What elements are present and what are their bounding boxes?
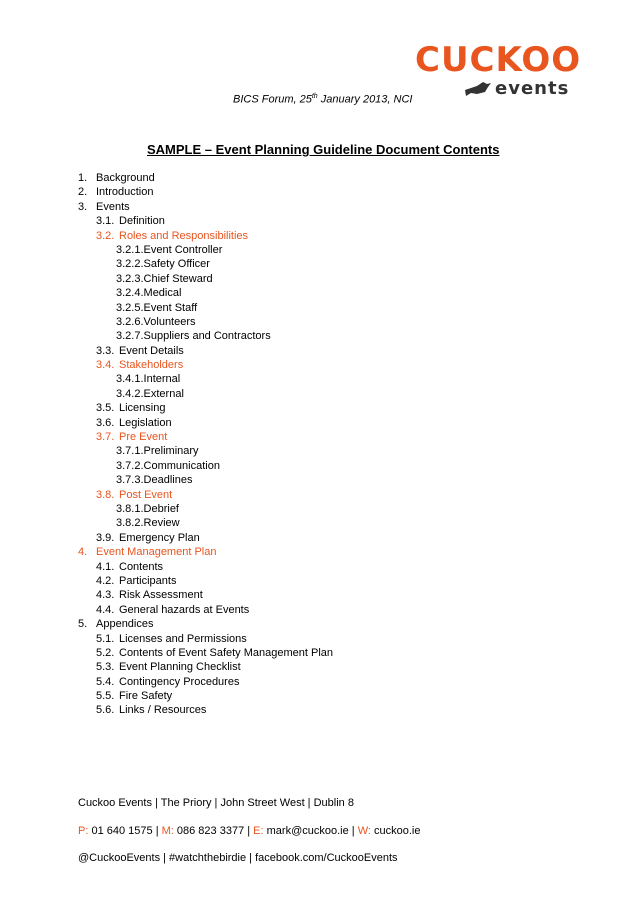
toc-item-text: Introduction (96, 186, 154, 199)
footer-contacts (78, 825, 420, 837)
toc-item-text: Chief Steward (143, 272, 213, 285)
toc-item-text: Participants (119, 574, 177, 587)
toc-item-text: Debrief (143, 502, 179, 515)
toc-item-text: Definition (119, 215, 165, 228)
toc-item (78, 387, 333, 401)
toc-item (78, 574, 333, 588)
toc-item-number: 4.2. (96, 574, 115, 587)
forum-header (233, 93, 412, 106)
toc-item (78, 430, 333, 444)
web-value: cuckoo.ie (370, 825, 421, 837)
toc-item-text: Pre Event (119, 431, 168, 444)
toc-item-number: 3.4.1. (116, 373, 144, 386)
toc-item-text: Event Staff (143, 301, 198, 314)
toc-item (78, 444, 333, 458)
toc-item-number: 3.2.7. (116, 330, 144, 343)
toc-item (78, 185, 333, 199)
phone-value: 01 640 1575 | (88, 825, 162, 837)
toc-item-text: Deadlines (143, 474, 193, 487)
toc-item (78, 646, 333, 660)
toc-item-text: Post Event (119, 488, 173, 501)
toc-item (78, 315, 333, 329)
toc-item-text: Medical (143, 287, 182, 300)
toc-item-text: Events (96, 200, 130, 213)
toc-item-text: Contents (119, 560, 164, 573)
toc-item (78, 286, 333, 300)
toc-item (78, 473, 333, 487)
toc-item (78, 329, 333, 343)
mobile-label: M: (161, 825, 174, 837)
toc-item-number: 3.6. (96, 416, 115, 429)
toc-item-number: 3.7.2. (116, 459, 144, 472)
toc-item (78, 358, 333, 372)
toc-item (78, 531, 333, 545)
toc-item (78, 516, 333, 530)
logo-subtitle: events (495, 78, 570, 99)
cuckoo-events-logo (415, 40, 582, 104)
toc-item (78, 560, 333, 574)
toc-item-text: Event Details (119, 344, 184, 357)
toc-item (78, 171, 333, 185)
forum-text-end: January 2013, NCI (317, 93, 413, 106)
toc-item-text: Contingency Procedures (119, 675, 240, 688)
toc-item (78, 617, 333, 631)
toc-item (78, 243, 333, 257)
toc-item-number: 3.2.2. (116, 258, 144, 271)
toc-item-text: Internal (143, 373, 181, 386)
mobile-value: 086 823 3377 | (173, 825, 254, 837)
toc-item-number: 3.1. (96, 215, 115, 228)
toc-item-text: Communication (143, 459, 220, 472)
toc-item-text: Safety Officer (143, 258, 210, 271)
toc-item (78, 689, 333, 703)
toc-item-number: 3.8.1. (116, 502, 144, 515)
toc-item-text: Event Controller (143, 243, 223, 256)
toc-item-number: 5. (78, 618, 88, 631)
toc-item-text: Contents of Event Safety Management Plan (119, 646, 334, 659)
email-value: mark@cuckoo.ie | (263, 825, 358, 837)
toc-item-number: 3.2.4. (116, 287, 144, 300)
toc-item-number: 3.5. (96, 402, 115, 415)
toc-item (78, 632, 333, 646)
toc-item (78, 502, 333, 516)
toc-item (78, 344, 333, 358)
toc-item-number: 3.9. (96, 531, 115, 544)
toc-item-text: Review (143, 517, 180, 530)
toc-item-number: 3.2.3. (116, 272, 144, 285)
toc-item (78, 603, 333, 617)
toc-item-number: 4.3. (96, 589, 115, 602)
toc-item (78, 401, 333, 415)
toc-item (78, 416, 333, 430)
toc-item (78, 660, 333, 674)
toc-item (78, 272, 333, 286)
toc-item-number: 5.1. (96, 632, 115, 645)
web-label: W: (357, 825, 371, 837)
toc-item-number: 5.3. (96, 661, 115, 674)
toc-item-text: Background (96, 172, 155, 184)
toc-item (78, 214, 333, 228)
phone-label: P: (78, 825, 89, 837)
logo-wordmark: CUCKOO (415, 40, 582, 80)
toc-item-text: Roles and Responsibilities (119, 229, 249, 242)
toc-item-text: General hazards at Events (119, 603, 250, 616)
toc-item-number: 1. (78, 172, 88, 184)
toc-item-number: 3.2.1. (116, 243, 144, 256)
footer-address: Cuckoo Events | The Priory | John Street West | Dublin 8 (78, 797, 354, 809)
toc-item-text: Fire Safety (119, 690, 173, 703)
document-title: SAMPLE – Event Planning Guideline Document Contents (147, 142, 500, 157)
toc-item (78, 301, 333, 315)
toc-item-number: 3.4.2. (116, 387, 144, 400)
toc-item-text: Preliminary (143, 445, 199, 458)
bird-icon (463, 80, 493, 98)
toc-item-number: 4.4. (96, 603, 115, 616)
toc-item-number: 5.5. (96, 690, 115, 703)
toc-item-number: 5.2. (96, 646, 115, 659)
toc-item-number: 3. (78, 200, 88, 213)
toc-item (78, 488, 333, 502)
toc-item (78, 257, 333, 271)
toc-item-text: Licenses and Permissions (119, 632, 247, 645)
toc-item-text: Links / Resources (119, 704, 207, 717)
toc-item-number: 3.4. (96, 359, 115, 372)
toc-item-number: 5.6. (96, 704, 115, 717)
toc-item-text: Volunteers (143, 315, 196, 328)
toc-item-number: 3.7.1. (116, 445, 144, 458)
toc-item-number: 4.1. (96, 560, 115, 573)
toc-item-number: 4. (78, 546, 88, 559)
footer-social: @CuckooEvents | #watchthebirdie | facebook.com/CuckooEvents (78, 852, 398, 864)
toc-item (78, 200, 333, 214)
table-of-contents (78, 171, 333, 718)
toc-item-number: 2. (78, 186, 88, 199)
forum-text: BICS Forum, 25 (233, 93, 312, 106)
toc-item-text: Risk Assessment (119, 589, 203, 602)
toc-item-text: Appendices (96, 618, 154, 631)
toc-item-number: 3.2.6. (116, 315, 144, 328)
toc-item-text: Stakeholders (119, 359, 184, 372)
toc-item-number: 3.7. (96, 431, 115, 444)
toc-item-number: 3.8.2. (116, 517, 144, 530)
toc-item-number: 3.3. (96, 344, 115, 357)
toc-item-text: Emergency Plan (119, 531, 200, 544)
toc-item (78, 459, 333, 473)
forum-sup: th (311, 93, 318, 100)
toc-item-text: Legislation (119, 416, 172, 429)
toc-item-text: Event Management Plan (96, 546, 217, 559)
toc-item-text: Licensing (119, 402, 166, 415)
toc-item-number: 3.7.3. (116, 474, 144, 487)
toc-item (78, 545, 333, 559)
toc-item (78, 229, 333, 243)
toc-item (78, 703, 333, 717)
toc-item (78, 372, 333, 386)
toc-item-text: Suppliers and Contractors (143, 330, 271, 343)
toc-item-number: 3.8. (96, 488, 115, 501)
toc-item-number: 5.4. (96, 675, 115, 688)
toc-item-number: 3.2. (96, 229, 115, 242)
toc-item (78, 588, 333, 602)
toc-item-number: 3.2.5. (116, 301, 144, 314)
toc-item (78, 675, 333, 689)
email-label: E: (253, 825, 264, 837)
toc-item-text: External (143, 387, 184, 400)
toc-item-text: Event Planning Checklist (119, 661, 241, 674)
